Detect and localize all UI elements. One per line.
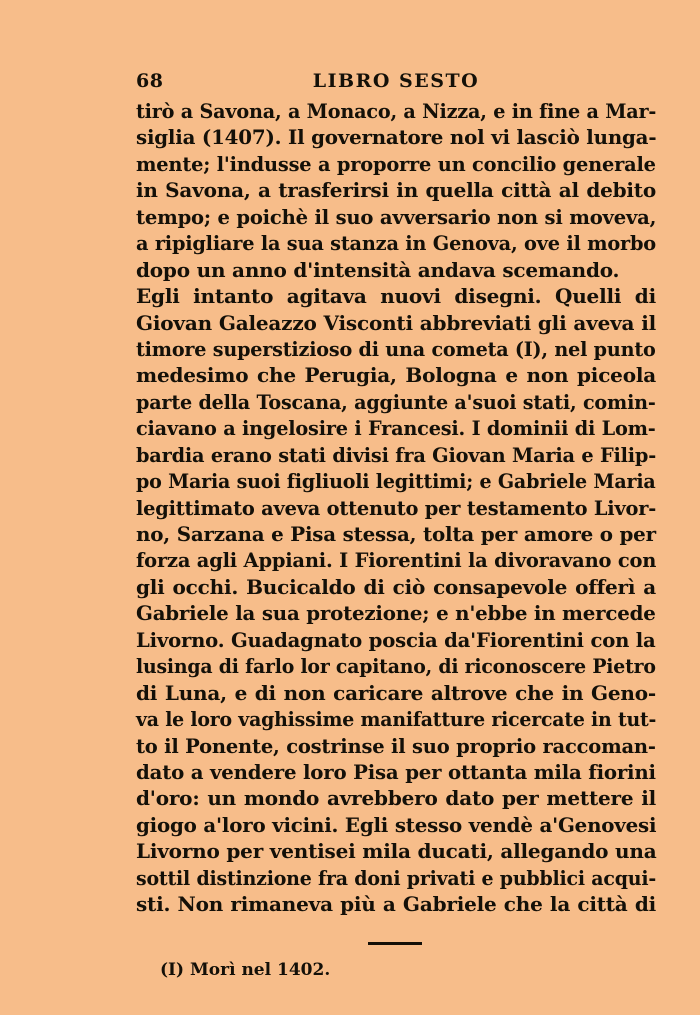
text-line: Gabriele la sua protezione; e n'ebbe in mercede: [136, 601, 656, 626]
text-line: mente; l'indusse a proporre un concilio generale: [136, 151, 656, 176]
text-line: dopo un anno d'intensità andava scemando.: [136, 257, 620, 282]
footnote: (I) Morì nel 1402.: [160, 960, 331, 980]
text-line: di Luna, e di non caricare altrove che in Geno-: [136, 680, 656, 705]
page-header: [136, 70, 656, 98]
text-line: giogo a'loro vicini. Egli stesso vendè a'Genovesi: [136, 812, 657, 837]
text-line: va le loro vaghissime manifatture ricercate in tut-: [136, 707, 657, 732]
text-line: Giovan Galeazzo Visconti abbreviati gli aveva il: [136, 310, 656, 335]
text-line: lusinga di farlo lor capitano, di riconoscere Pietro: [136, 654, 656, 679]
text-line: a ripigliare la sua stanza in Genova, ove il morbo: [136, 231, 656, 256]
text-line: Egli intanto agitava nuovi disegni. Quelli di: [136, 284, 656, 309]
text-line: bardia erano stati divisi fra Giovan Maria e Filip-: [136, 442, 657, 467]
text-line: sti. Non rimaneva più a Gabriele che la città di: [136, 892, 656, 917]
text-line: dato a vendere loro Pisa per ottanta mila fiorini: [136, 759, 656, 784]
running-head: LIBRO SESTO: [312, 70, 480, 92]
text-line: forza agli Appiani. I Fiorentini la divoravano con: [136, 548, 657, 573]
text-line: siglia (1407). Il governatore nol vi lasciò lunga-: [136, 125, 657, 150]
text-line: no, Sarzana e Pisa stessa, tolta per amore o per: [136, 522, 656, 546]
body-text: [136, 98, 656, 918]
text-line: sottil distinzione fra doni privati e pubblici acqui-: [136, 865, 657, 890]
text-line: medesimo che Perugia, Bologna e non piceola: [136, 363, 656, 388]
footnote-rule: [368, 942, 422, 945]
text-line: tempo; e poichè il suo avversario non si moveva,: [136, 204, 657, 229]
text-line: legittimato aveva ottenuto per testamento Livor-: [136, 495, 657, 520]
text-line: parte della Toscana, aggiunte a'suoi stati, comin-: [136, 389, 656, 414]
text-line: tirò a Savona, a Monaco, a Nizza, e in fine a Mar-: [136, 99, 657, 123]
text-line: to il Ponente, costrinse il suo proprio raccoman-: [136, 733, 656, 758]
page-number: 68: [136, 70, 164, 92]
text-line: Livorno. Guadagnato poscia da'Fiorentini con la: [136, 627, 656, 652]
text-line: ciavano a ingelosire i Francesi. I dominii di Lom-: [136, 416, 656, 441]
text-line: Livorno per ventisei mila ducati, allegando una: [136, 839, 657, 864]
text-line: po Maria suoi figliuoli legittimi; e Gabriele Maria: [136, 469, 656, 494]
text-line: gli occhi. Bucicaldo di ciò consapevole offerì a: [136, 574, 656, 599]
text-line: timore superstizioso di una cometa (I), nel punto: [136, 336, 656, 361]
text-line: d'oro: un mondo avrebbero dato per mettere il: [136, 786, 656, 811]
text-line: in Savona, a trasferirsi in quella città al debito: [136, 178, 656, 203]
